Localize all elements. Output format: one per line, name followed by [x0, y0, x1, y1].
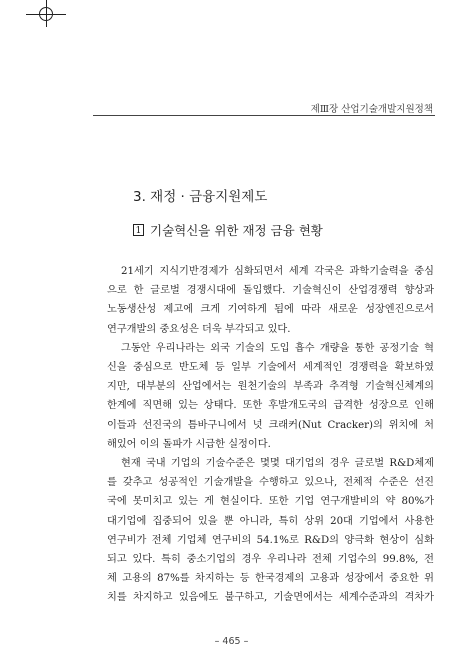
text-line: 노동생산성 제고에 크게 기여하게 됨에 따라 새로운 성장엔진으로서 — [107, 304, 434, 316]
text-line: 한계에 직면해 있는 상태다. 또한 후발개도국의 급격한 성장으로 인해 — [107, 400, 434, 412]
subsection-number: 1 — [133, 224, 144, 236]
body-text — [107, 262, 434, 608]
text-line: 그동안 우리나라는 외국 기술의 도입 흡수 개량을 통한 공정기술 혁 — [121, 342, 434, 354]
text-line: 되고 있다. 특히 중소기업의 경우 우리나라 전체 기업수의 99.8%, 전 — [107, 554, 434, 566]
text-line: 연구비가 전체 기업체 연구비의 54.1%로 R&D의 양극화 현상이 심화 — [107, 534, 434, 546]
text-line: 체 고용의 87%를 차지하는 등 한국경제의 고용과 성장에서 중요한 위 — [107, 573, 434, 585]
text-line: 21세기 지식기반경제가 심화되면서 세계 각국은 과학기술력을 중심 — [121, 266, 434, 277]
text-line: 연구개발의 중요성은 더욱 부각되고 있다. — [107, 323, 291, 335]
text-line: 치를 차지하고 있음에도 불구하고, 기술면에서는 세계수준과의 격차가 — [107, 592, 434, 604]
text-line: 이들과 선진국의 틈바구니에서 넛 크래커(Nut Cracker)의 위치에 처 — [107, 419, 434, 431]
page-number: – 465 – — [214, 636, 249, 647]
header-rule — [93, 115, 435, 116]
text-line: 대기업에 집중되어 있을 뿐 아니라, 특히 상위 20대 기업에서 사용한 — [107, 515, 434, 527]
section-title: 3. 재정 · 금융지원제도 — [133, 189, 268, 205]
text-line: 해있어 이의 돌파가 시급한 실정이다. — [107, 438, 271, 450]
registration-mark-icon — [39, 7, 53, 21]
text-line: 으로 한 글로벌 경쟁시대에 돌입했다. 기술혁신이 산업경쟁력 향상과 — [107, 285, 434, 297]
running-head: 제Ⅲ장 산업기술개발지원정책 — [310, 104, 433, 115]
text-line: 현재 국내 기업의 기술수준은 몇몇 대기업의 경우 글로벌 R&D체제 — [121, 458, 434, 470]
text-line: 지만, 대부분의 산업에서는 원천기술의 부족과 추격형 기술혁신체계의 — [107, 381, 434, 393]
text-line: 국에 못미치고 있는 게 현실이다. 또한 기업 연구개발비의 약 80%가 — [107, 496, 434, 508]
subsection-title: 기술혁신을 위한 재정 금융 현황 — [150, 223, 323, 238]
subsection-heading — [133, 221, 323, 239]
text-line: 신을 중심으로 반도체 등 일부 기술에서 세계적인 경쟁력을 확보하였 — [107, 362, 434, 374]
text-line: 를 갖추고 성공적인 기술개발을 수행하고 있으나, 전체적 수준은 선진 — [107, 477, 434, 489]
